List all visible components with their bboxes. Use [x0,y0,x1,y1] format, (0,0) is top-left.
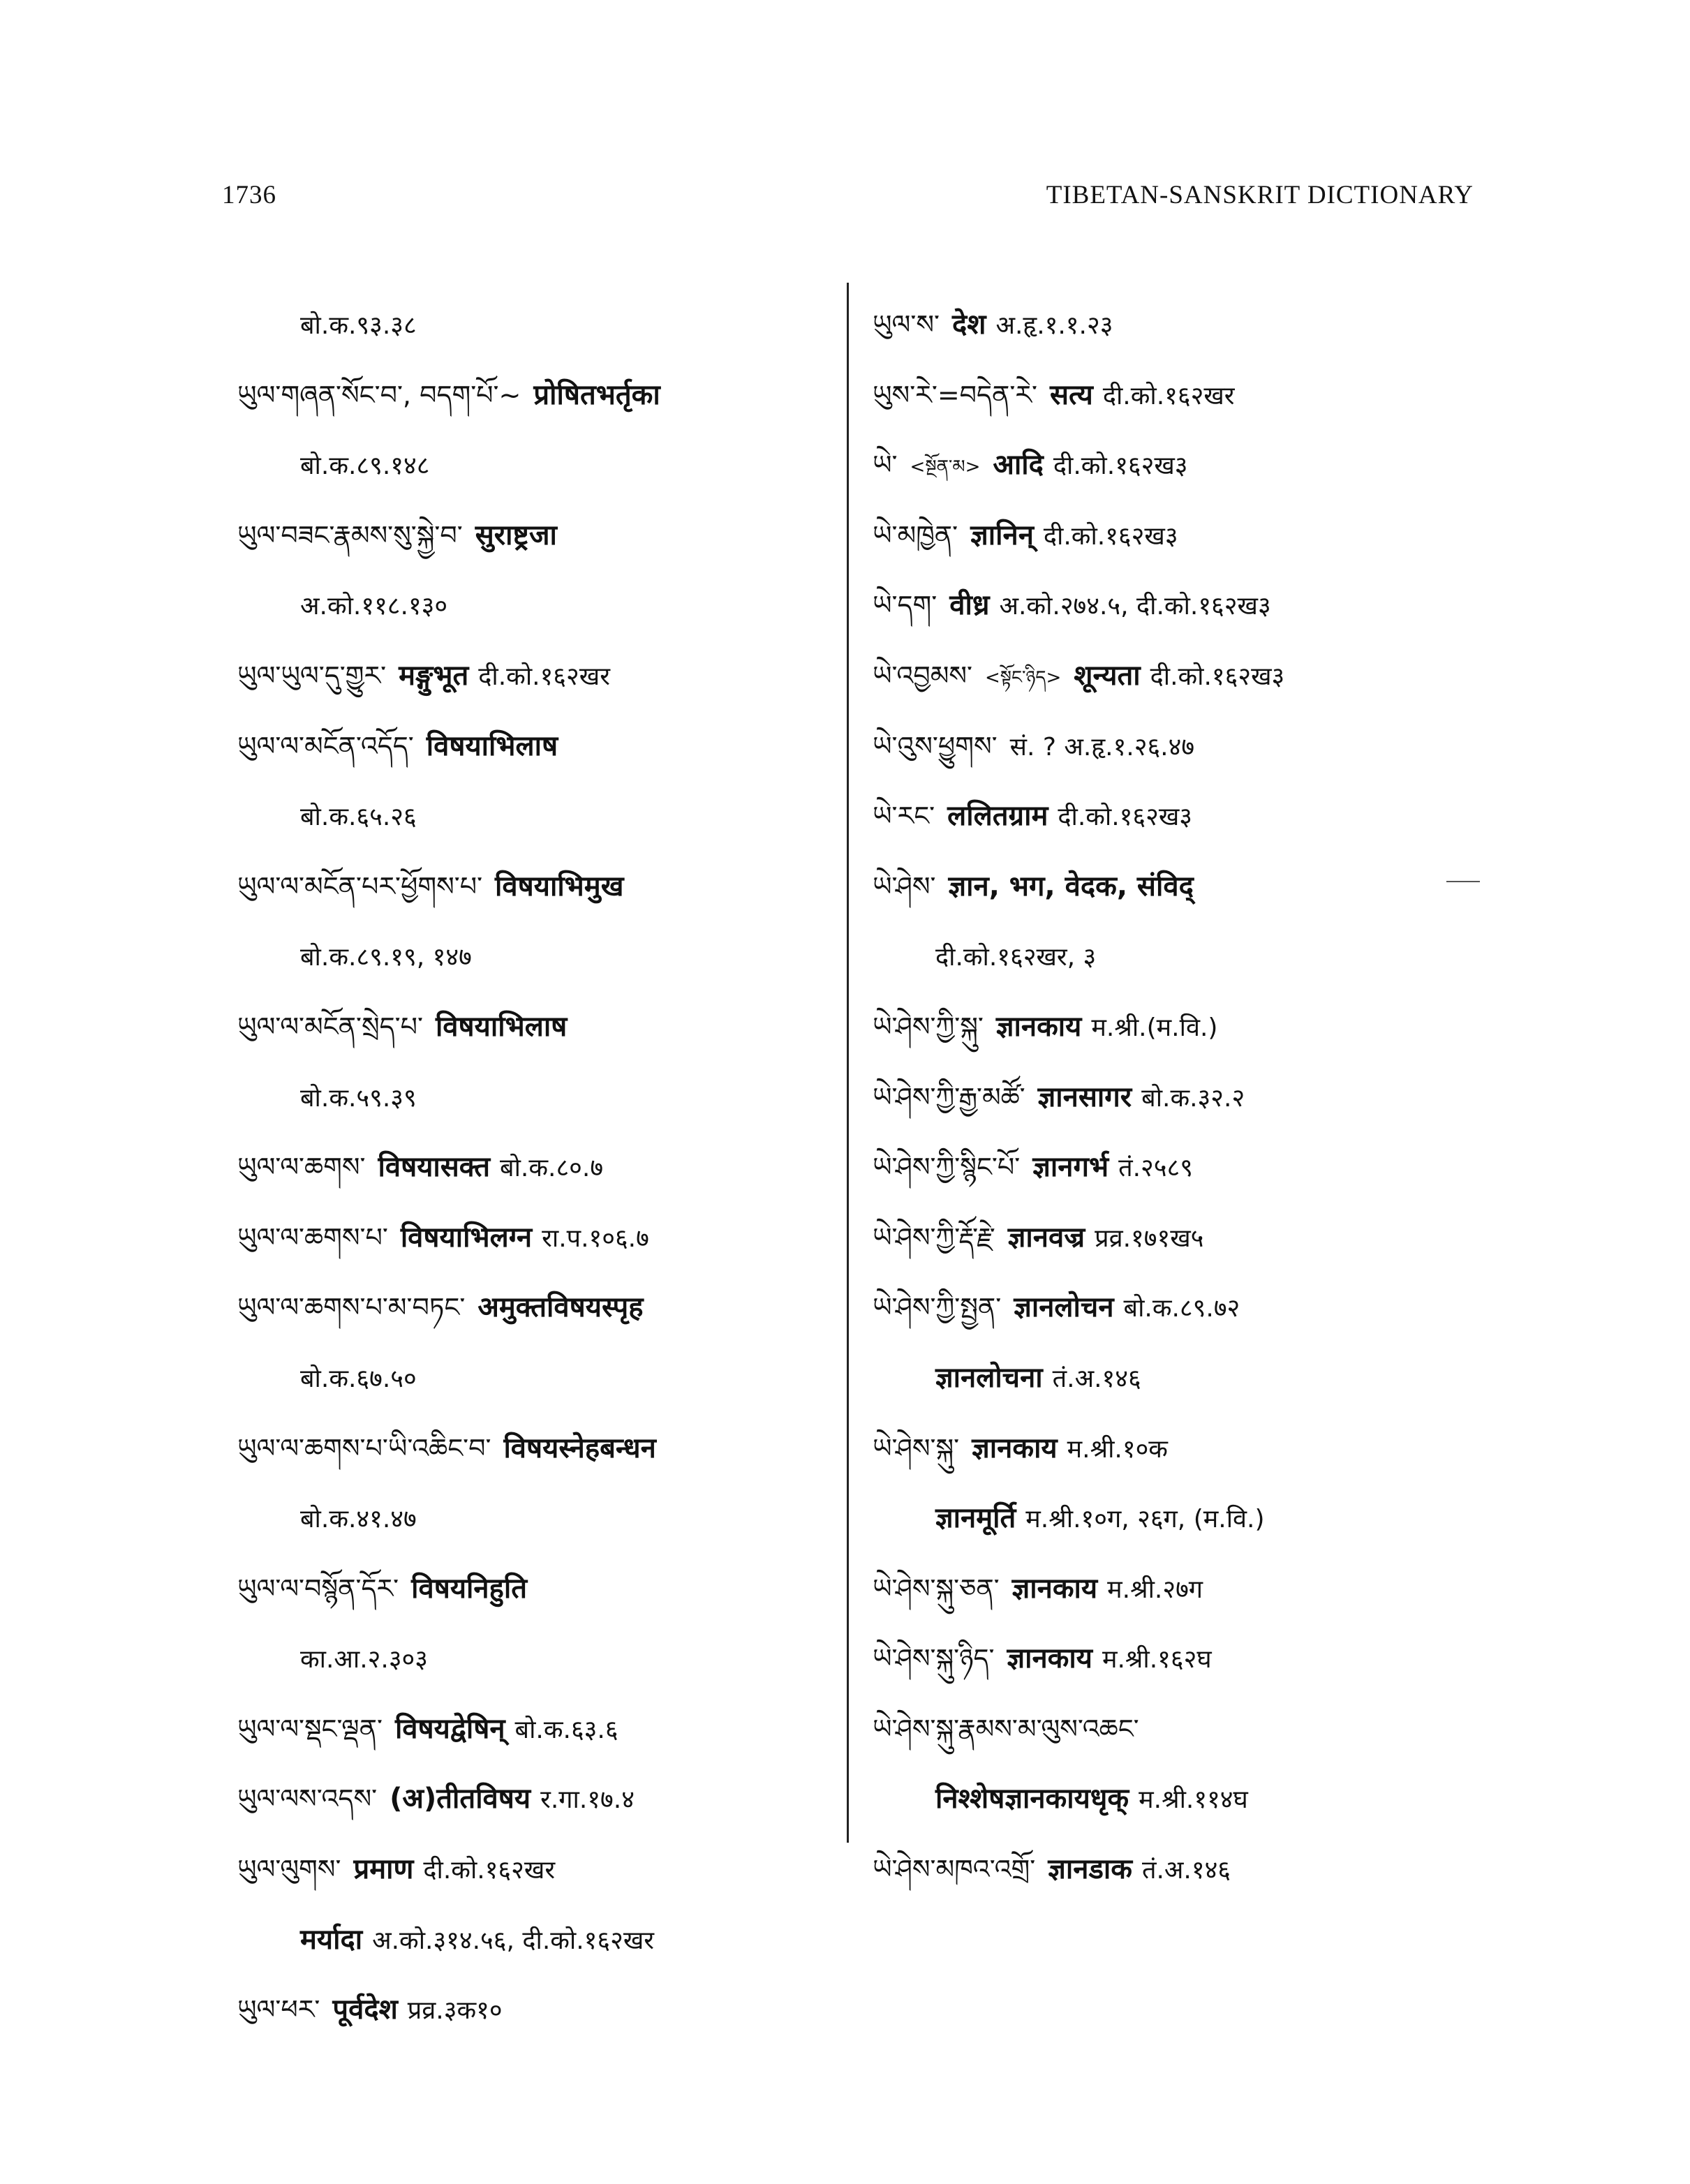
tibetan-term: ཡུས་རེ་=བདེན་རེ་ [873,379,1038,410]
source-reference: बो.क.८०.७ [500,1154,604,1183]
source-reference: सं. ? अ.हृ.१.२६.४७ [1009,732,1195,762]
left-entry-line [237,500,831,571]
page-header [222,180,1474,210]
source-reference: अ.को.३१४.५६, दी.को.१६२खर [372,1926,655,1955]
sanskrit-equivalent: ज्ञानसागर [1037,1080,1132,1113]
source-reference: दी.को.१६२खर [423,1856,556,1885]
tibetan-term: ཡེ་ཤེས་སྐུ་ཉིད་ [873,1643,995,1674]
sanskrit-equivalent: पूर्वदेश [332,1993,398,2026]
tibetan-term: ཡེ་རང་ [873,801,935,832]
tibetan-term: ཡུལ་ལ་མངོན་པར་ཕྱོགས་པ་ [237,870,483,902]
source-reference: रा.प.१०६.७ [542,1224,649,1253]
right-entry-line [873,1694,1473,1765]
left-entry-line [237,1343,831,1413]
tibetan-term: ཡེ་ཤེས་ [873,870,936,902]
right-entry-line [873,992,1473,1062]
source-reference: दी.को.१६२ख३ [1058,803,1193,832]
source-reference: म.श्री.१०क [1067,1434,1168,1464]
sanskrit-equivalent: विषयाभिलाष [426,729,558,762]
right-entry-line [873,1203,1473,1273]
right-entry-line [873,1132,1473,1203]
source-reference: दी.को.१६२ख३ [1053,452,1188,481]
tibetan-term: ཡུལ་ལ་ཆགས་པ་ [237,1221,388,1253]
tibetan-term: ཡེ་ཤེས་ཀྱི་རྡོ་རྗེ་ [873,1221,995,1253]
right-entry-line [873,1272,1473,1343]
sanskrit-equivalent: विषयद्वेषिन् [394,1712,505,1745]
source-reference: म.श्री.२७ग [1107,1575,1203,1604]
source-reference: दी.को.१६२खर, ३ [935,943,1097,972]
sanskrit-equivalent: अमुक्तविषयस्पृह [477,1291,644,1324]
left-entry-line [237,360,831,431]
left-entry-line [237,1272,831,1343]
sanskrit-equivalent: मङ्गुभूत [399,659,469,692]
left-entry-line [237,1624,831,1694]
sanskrit-equivalent: विषयाभिलग्न [400,1221,533,1254]
tibetan-term: ཡེ་འབྱམས་ [873,660,972,691]
left-entry-line [237,430,831,500]
left-column [237,290,831,2045]
right-entry-line [873,570,1473,641]
sanskrit-equivalent: निश्शेषज्ञानकायधृक् [935,1783,1129,1815]
sanskrit-equivalent: सत्य [1050,378,1093,411]
right-entry-line [873,921,1473,992]
source-reference: म.श्री.११४घ [1139,1785,1248,1815]
left-entry-line [237,641,831,711]
left-entry-line [237,1132,831,1203]
tibetan-term: ཡུལ་ལ་སྡང་ལྡན་ [237,1713,383,1744]
right-entry-line [873,1554,1473,1624]
source-reference: बो.क.६३.६ [514,1715,618,1744]
source-reference: बो.क.९३.३८ [300,311,417,340]
column-divider [847,283,849,1843]
right-entry-line [873,430,1473,500]
left-entry-line [237,290,831,360]
source-reference: बो.क.६५.२६ [300,803,417,832]
tibetan-term: ཡེ་མཁྱེན་ [873,519,958,551]
sanskrit-equivalent: प्रोषितभर्तृका [533,378,660,411]
sanskrit-equivalent: ललितग्राम [947,800,1048,833]
source-reference: दी.को.१६२ख३ [1043,521,1178,551]
left-entry-line [237,921,831,992]
tibetan-term: ཡུལ་ལ་ཆགས་པ་ཡི་འཆིང་བ་ [237,1432,491,1464]
tibetan-term: ཡེ་ཤེས་ཀྱི་སྙིང་པོ་ [873,1152,1021,1183]
tibetan-term: ཡེ་དག་ [873,590,937,621]
left-entry-line [237,1975,831,2045]
tibetan-term: ཡུལ་བཟང་རྣམས་སུ་སྐྱེ་བ་ [237,519,463,551]
sanskrit-equivalent: ज्ञानकाय [1007,1642,1092,1675]
gloss-note: <སྟོང་ཉིད> [985,667,1062,688]
sanskrit-equivalent: वीध्र [949,589,990,622]
sanskrit-equivalent: ज्ञानकाय [995,1010,1082,1043]
sanskrit-equivalent: शून्यता [1074,659,1141,692]
right-entry-line [873,1413,1473,1484]
left-entry-line [237,1764,831,1834]
left-entry-line [237,992,831,1062]
right-entry-line [873,641,1473,711]
left-entry-line [237,570,831,641]
source-reference: दी.को.१६२ख३ [1150,662,1285,691]
tibetan-term: ཡེ་འུས་ཕྱུགས་ [873,730,998,762]
left-entry-line [237,1554,831,1624]
sanskrit-equivalent: ज्ञानकाय [972,1432,1058,1464]
tibetan-term: ཡུལ་ལུགས་ [237,1854,341,1885]
right-entry-line [873,781,1473,852]
right-entry-line [873,1483,1473,1554]
left-entry-line [237,711,831,782]
tibetan-term: ཡུལ་ལ་ཆགས་ [237,1152,366,1183]
sanskrit-equivalent: प्रमाण [353,1853,414,1886]
sanskrit-equivalent: ज्ञानलोचन [1014,1291,1114,1324]
source-reference: बो.क.५९.३९ [300,1083,417,1113]
source-reference: दी.को.१६२खर [478,662,610,691]
source-reference: बो.क.८९.१९, १४७ [300,943,472,972]
source-reference: बो.क.८९.१४८ [300,452,430,481]
right-entry-line [873,360,1473,431]
right-entry-line [873,1624,1473,1694]
source-reference: र.गा.१७.४ [540,1785,635,1815]
right-entry-line [873,500,1473,571]
tibetan-term: ཡེ་ཤེས་ཀྱི་སྐུ་ [873,1011,984,1042]
right-entry-line [873,1834,1473,1905]
sanskrit-equivalent: ज्ञानमूर्ति [935,1502,1016,1535]
running-title: TIBETAN-SANSKRIT DICTIONARY [1046,181,1474,209]
sanskrit-equivalent: आदि [993,449,1044,482]
source-reference: बो.क.४१.४७ [300,1505,417,1534]
tibetan-term: ཡུལ་གཞན་སོང་བ་, བདག་པོ་~ [237,379,521,410]
left-entry-line [237,1694,831,1765]
source-reference: अ.हृ.१.१.२३ [995,311,1113,340]
source-reference: तं.२५८९ [1118,1154,1193,1183]
source-reference: तं.अ.१४६ [1052,1364,1141,1393]
sanskrit-equivalent: देश [952,309,986,341]
tibetan-term: ཡེ་ཤེས་ཀྱི་སྤྱན་ [873,1292,1002,1323]
source-reference: म.श्री.१०ग, २६ग, (म.वि.) [1025,1505,1265,1534]
sanskrit-equivalent: विषयाभिलाष [435,1010,568,1043]
sanskrit-equivalent: ज्ञानगर्भ [1032,1151,1109,1184]
sanskrit-equivalent: सुराष्ट्रजा [475,519,557,551]
tibetan-term: ཡུལ་ལ་མངོན་འདོད་ [237,730,414,762]
tibetan-term: ཡེ་ [873,450,898,481]
tibetan-term: ཡུལ་ལ་མངོན་སྲེད་པ་ [237,1011,423,1042]
sanskrit-equivalent: (अ)तीतविषय [390,1783,531,1815]
sanskrit-equivalent: ज्ञानिन् [970,519,1034,551]
source-reference: म.श्री.१६२घ [1102,1645,1212,1674]
sanskrit-equivalent: विषयाभिमुख [495,870,624,902]
sanskrit-equivalent: ज्ञानकाय [1011,1572,1098,1605]
tibetan-term: ཡེ་ཤེས་སྐུ་རྣམས་མ་ལུས་འཆང་ [873,1713,1139,1744]
sanskrit-equivalent: विषयनिहुति [411,1572,528,1605]
tibetan-term: ཡུལ་ཡུལ་དུ་གྱུར་ [237,660,387,691]
source-reference: म.श्री.(म.वि.) [1091,1013,1218,1042]
sanskrit-equivalent: ज्ञान, भग, वेदक, संविद् [948,870,1194,902]
tibetan-term: ཡུལ་ས་ [873,309,940,340]
left-entry-line [237,1483,831,1554]
source-reference: तं.अ.१४६ [1141,1856,1231,1885]
sanskrit-equivalent: ज्ञानडाक [1048,1853,1132,1886]
tibetan-term: ཡེ་ཤེས་སྐུ་ཅན་ [873,1573,1000,1604]
left-entry-line [237,852,831,922]
source-reference: प्रव्र.१७१ख५ [1095,1224,1204,1253]
right-entry-line [873,1343,1473,1413]
right-entry-line [873,711,1473,782]
left-entry-line [237,781,831,852]
source-reference: अ.को.२७४.५, दी.को.१६२ख३ [999,592,1271,621]
sanskrit-equivalent: ज्ञानवज्र [1007,1221,1085,1254]
page-number: 1736 [222,181,276,209]
source-reference: अ.को.११८.१३० [300,592,448,621]
left-entry-line [237,1905,831,1975]
tibetan-term: ཡེ་ཤེས་སྐུ་ [873,1432,960,1464]
left-entry-line [237,1413,831,1484]
right-entry-line [873,852,1473,922]
tibetan-term: ཡུལ་ཕར་ [237,1994,320,2026]
sanskrit-equivalent: ज्ञानलोचना [935,1361,1043,1394]
right-entry-line [873,1764,1473,1834]
left-entry-line [237,1062,831,1133]
sanskrit-equivalent: मर्यादा [300,1923,363,1956]
right-column [873,290,1473,1905]
tibetan-term: ཡེ་ཤེས་ཀྱི་རྒྱ་མཚོ་ [873,1081,1025,1113]
source-reference: बो.क.३२.२ [1141,1083,1245,1113]
right-entry-line [873,290,1473,360]
sanskrit-equivalent: विषयस्नेहबन्धन [503,1432,656,1464]
gloss-note: <སྔོན་མ> [910,456,981,477]
tibetan-term: ཡུལ་ལ་ཆགས་པ་མ་བཏང་ [237,1292,466,1323]
source-reference: का.आ.२.३०३ [300,1645,428,1674]
tibetan-term: ཡུལ་ལ་བསྙོན་དོར་ [237,1573,399,1604]
source-reference: बो.क.८९.७२ [1123,1294,1240,1323]
source-reference: दी.को.१६२खर [1102,381,1235,410]
left-entry-line [237,1834,831,1905]
source-reference: प्रव्र.३क१० [407,1996,503,2026]
source-reference: बो.क.६७.५० [300,1364,417,1393]
right-entry-line [873,1062,1473,1133]
left-entry-line [237,1203,831,1273]
sanskrit-equivalent: विषयासक्त [378,1151,491,1184]
tibetan-term: ཡུལ་ལས་འདས་ [237,1783,378,1815]
tibetan-term: ཡེ་ཤེས་མཁའ་འགྲོ་ [873,1854,1036,1885]
